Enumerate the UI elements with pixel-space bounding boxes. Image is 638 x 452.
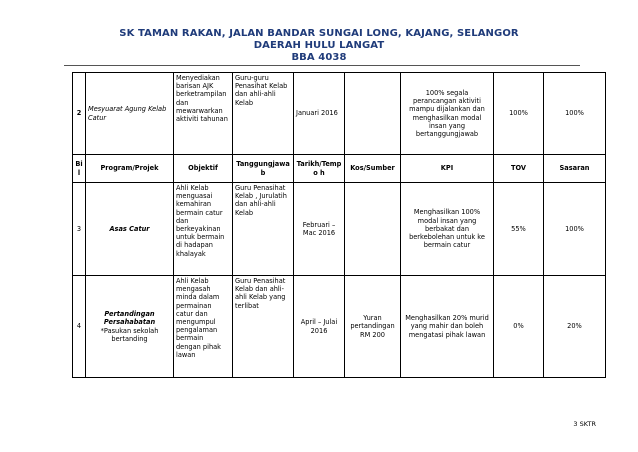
cell-tarikh: Februari – Mac 2016 bbox=[294, 183, 345, 276]
cell-sasaran: 100% bbox=[544, 183, 606, 276]
cell-tov: 100% bbox=[494, 73, 544, 155]
cell-tanggungjawab: Guru-guru Penasihat Kelab dan ahli-ahli Kelab bbox=[233, 73, 294, 155]
cell-kos: Yuran pertandingan RM 200 bbox=[345, 276, 401, 378]
table-header-row bbox=[73, 155, 606, 183]
header-objektif: Objektif bbox=[174, 155, 233, 183]
header-sasaran: Sasaran bbox=[544, 155, 606, 183]
cell-kpi: 100% segala perancangan aktiviti mampu dijalankan dan menghasilkan modal insan yang bertanggungjawab bbox=[401, 73, 494, 155]
cell-tanggungjawab: Guru Penasihat Kelab , Jurulatih dan ahli-ahli Kelab bbox=[233, 183, 294, 276]
program-title: Pertandingan Persahabatan bbox=[103, 310, 156, 327]
cell-tarikh: April – Julai 2016 bbox=[294, 276, 345, 378]
cell-kos bbox=[345, 73, 401, 155]
cell-bil: 4 bbox=[73, 276, 86, 378]
page-footer: 3 SKTR bbox=[573, 420, 596, 428]
school-name-heading: SK TAMAN RAKAN, JALAN BANDAR SUNGAI LONG, KAJANG, SELANGOR bbox=[119, 28, 519, 39]
cell-program: Asas Catur bbox=[86, 183, 174, 276]
cell-sasaran: 100% bbox=[544, 73, 606, 155]
cell-program bbox=[86, 276, 174, 378]
table-row bbox=[73, 73, 606, 155]
header-tanggungjawab: Tanggungjawab bbox=[233, 155, 294, 183]
header-program: Program/Projek bbox=[86, 155, 174, 183]
cell-sasaran: 20% bbox=[544, 276, 606, 378]
header-tarikh: Tarikh/Tempo h bbox=[294, 155, 345, 183]
cell-kpi: Menghasilkan 100% modal insan yang berbakat dan berkebolehan untuk ke bermain catur bbox=[401, 183, 494, 276]
cell-tov: 0% bbox=[494, 276, 544, 378]
program-note: *Pasukan sekolah bertanding bbox=[100, 326, 159, 343]
code-heading: BBA 4038 bbox=[291, 52, 347, 63]
cell-tanggungjawab: Guru Penasihat Kelab dan ahli-ahli Kelab yang terlibat bbox=[233, 276, 294, 378]
cell-objektif: Ahli Kelab mengasah minda dalam permainan catur dan mengumpul pengalaman bermain dengan pihak lawan bbox=[174, 276, 233, 378]
cell-tov: 55% bbox=[494, 183, 544, 276]
header-tov: TOV bbox=[494, 155, 544, 183]
header-kpi: KPI bbox=[401, 155, 494, 183]
district-heading: DAERAH HULU LANGAT bbox=[253, 40, 385, 51]
cell-tarikh: Januari 2016 bbox=[294, 73, 345, 155]
program-table bbox=[72, 72, 606, 378]
cell-bil: 3 bbox=[73, 183, 86, 276]
cell-objektif: Menyediakan barisan AJK berketrampilan dan mewarwarkan aktiviti tahunan bbox=[174, 73, 233, 155]
cell-kpi: Menghasilkan 20% murid yang mahir dan boleh mengatasi pihak lawan bbox=[401, 276, 494, 378]
cell-program: Mesyuarat Agung Kelab Catur bbox=[86, 73, 174, 155]
header-bil: Bil bbox=[73, 155, 86, 183]
cell-objektif: Ahli Kelab menguasai kemahiran bermain catur dan berkeyakinan untuk bermain di hadapan khalayak bbox=[174, 183, 233, 276]
cell-bil: 2 bbox=[73, 73, 86, 155]
table-row bbox=[73, 276, 606, 378]
cell-kos bbox=[345, 183, 401, 276]
header-kos: Kos/Sumber bbox=[345, 155, 401, 183]
table-row bbox=[73, 183, 606, 276]
header-rule bbox=[64, 65, 580, 66]
